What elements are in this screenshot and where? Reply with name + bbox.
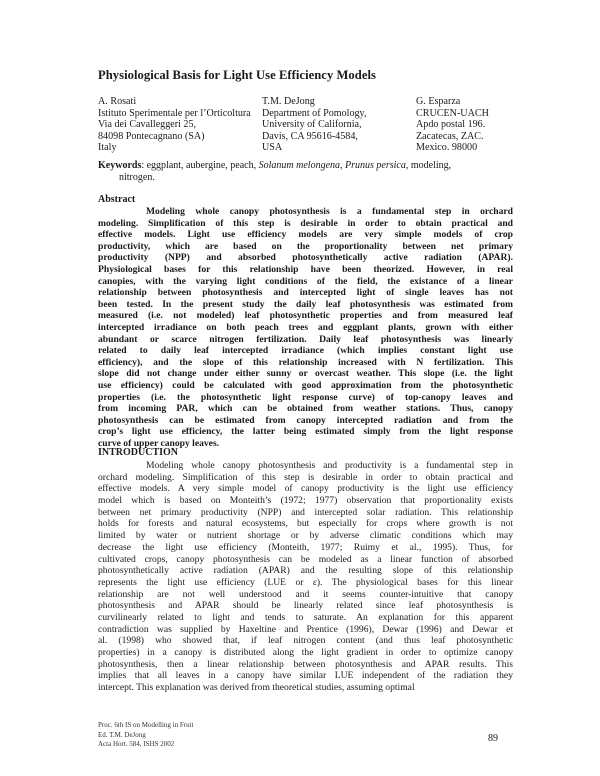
introduction-line: relationship are not well understood and it seems counter-intuitive that canopy — [98, 588, 513, 600]
introduction-line: Modeling whole canopy photosynthesis and productivity is a fundamental step in — [146, 460, 513, 471]
author-name: A. Rosati — [98, 96, 137, 107]
abstract-line: intercepted irradiance on both peach trees and eggplant plants, grown with either — [98, 321, 513, 333]
abstract-line: related to daily leaf intercepted irradiance (which implies constant light use — [98, 345, 513, 357]
author-block-dejong — [262, 96, 366, 154]
introduction-line: limited by water or nutrient shortage or by adverse climatic conditions which may — [98, 530, 513, 542]
introduction-line: photosynthesis, then a linear relationship between photosynthesis and APAR results. This — [98, 658, 513, 670]
abstract-line: abundant or scarce nitrogen fertilization. Daily leaf photosynthesis was linearly — [98, 333, 513, 345]
abstract-line: efficiency), and the slope of this relationship increased with N fertilization. This — [98, 356, 513, 368]
introduction-line: represents the light use efficiency (LUE or ε). The physiological bases for this linear — [98, 576, 513, 588]
keyword-scientific: Solanum melongena — [258, 160, 341, 171]
introduction-line: al. (1998) who showed that, if leaf nitrogen content (and thus leaf photosynthetic — [98, 635, 513, 647]
author-affiliation: Department of Pomology, — [262, 107, 367, 119]
author-address: Via dei Cavalleggeri 25, — [98, 119, 197, 131]
author-address: University of California, — [262, 119, 362, 131]
introduction-line: photosynthesis and APAR should be linearly related since leaf photosynthesis is — [98, 600, 513, 612]
abstract-line: Modeling whole canopy photosynthesis is a fundamental step in orchard — [146, 206, 513, 217]
footer-line: Proc. 6th IS on Modelling in Fruit — [98, 721, 194, 729]
abstract-line: crop’s light use efficiency, the latter being estimated simply from the light response — [98, 426, 513, 438]
author-city: Zacatecas, ZAC. — [416, 130, 484, 142]
paper-title: Physiological Basis for Light Use Efficiency Models — [98, 68, 376, 82]
introduction-line: holds for forests and natural ecosystems, but especially for crops where growth is not — [98, 518, 513, 530]
keywords-text-line2: nitrogen. — [119, 171, 155, 183]
introduction-line: cultivated crops, canopy photosynthesis can be modeled as a linear function of absorbed — [98, 553, 513, 565]
page-number: 89 — [488, 733, 498, 744]
proceedings-footer — [98, 721, 193, 750]
author-country: USA — [262, 142, 283, 154]
abstract-line: modeling. Simplification of this step is desirable in order to obtain practical and — [98, 217, 513, 229]
author-name: G. Esparza — [416, 96, 461, 107]
introduction-line: curvilinearly related to light and tends to saturate. An explanation for this apparent — [98, 611, 513, 623]
keywords — [98, 160, 513, 183]
introduction-line: orchard modeling. Simplification of this step is desirable in order to obtain practical and — [98, 471, 513, 483]
introduction-heading: INTRODUCTION — [98, 447, 179, 458]
abstract-line: use efficiency) could be calculated with good approximation from the photosynthetic — [98, 379, 513, 391]
introduction-line: between net primary productivity (NPP) and intercepted solar radiation. This relationship — [98, 506, 513, 518]
keywords-text-end: , modeling, — [405, 160, 452, 171]
footer-line: Ed. T.M. DeJong — [98, 730, 146, 739]
author-address: Apdo postal 196. — [416, 119, 486, 131]
abstract-line: curve of upper canopy leaves. — [98, 437, 220, 449]
introduction-line: model which is based on Monteith’s (1972; 1977) observation that proportionality exists — [98, 495, 513, 507]
keywords-label: Keywords — [98, 160, 142, 171]
abstract-line: productivity, which are based on the proportionality between net primary — [98, 240, 513, 252]
author-city: 84098 Pontecagnano (SA) — [98, 130, 205, 142]
keywords-text: : eggplant, aubergine, peach, — [141, 160, 259, 171]
introduction-line: properties) in a canopy is distributed along the light gradient in order to optimize canopy — [98, 647, 513, 658]
abstract-line: measured (i.e. not modeled) leaf photosynthetic properties and from measured leaf — [98, 310, 513, 322]
introduction-line: implies that all leaves in a canopy have similar LUE independent of the radiation they — [98, 670, 513, 682]
introduction-line: contradiction was supplied by Haxeltine and Prentice (1996), Dewar (1996) and Dewar et — [98, 623, 513, 635]
abstract-body — [98, 206, 513, 449]
introduction-line: intercept. This explanation was derived from theoretical studies, assuming optimal — [98, 682, 415, 694]
author-affiliation: Istituto Sperimentale per l’Orticoltura — [98, 107, 251, 119]
author-country: Italy — [98, 142, 117, 154]
abstract-line: properties (i.e. the photosynthetic light response curve) of top-canopy leaves and — [98, 391, 513, 403]
abstract-line: been tested. In the present study the daily leaf photosynthesis was estimated from — [98, 298, 513, 310]
author-block-esparza — [416, 96, 489, 154]
abstract-line: canopies, with the varying light conditions of the field, the existance of a linear — [98, 275, 513, 287]
keyword-scientific: Prunus persica — [345, 160, 406, 171]
abstract-line: photosynthesis can be estimated from canopy intercepted radiation and from the — [98, 414, 513, 426]
abstract-line: from incoming PAR, which can be obtained from weather stations. Thus, canopy — [98, 403, 513, 415]
abstract-line: slope did not change under either sunny or overcast weather. This slope (i.e. the light — [98, 368, 513, 380]
abstract-line: relationship between photosynthesis and intercepted light of single leaves has not — [98, 287, 513, 299]
introduction-line: decrease the light use efficiency (Monteith, 1977; Ruimy et al., 1995). Thus, for — [98, 541, 513, 553]
introduction-body — [98, 460, 513, 694]
author-block-rosati — [98, 96, 251, 154]
introduction-line: photosynthetically active radiation (APAR) and the resulting slope of this relationship — [98, 565, 513, 577]
footer-line: Acta Hort. 584, ISHS 2002 — [98, 740, 175, 748]
keywords-sep: , — [340, 160, 346, 171]
abstract-line: Physiological bases for this relationship have been theorized. However, in real — [98, 263, 513, 275]
author-affiliation: CRUCEN-UACH — [416, 107, 489, 119]
author-country: Mexico. 98000 — [416, 142, 478, 154]
author-city: Davis, CA 95616-4584, — [262, 130, 358, 142]
author-name: T.M. DeJong — [262, 96, 315, 107]
abstract-line: productivity (NPP) and absorbed photosynthetically active radiation (APAR). — [98, 252, 513, 264]
abstract-heading: Abstract — [98, 194, 136, 205]
abstract-line: effective models. Light use efficiency models are very simple models of crop — [98, 229, 513, 241]
introduction-line: effective models. A very simple model of canopy productivity is the light use efficiency — [98, 483, 513, 495]
